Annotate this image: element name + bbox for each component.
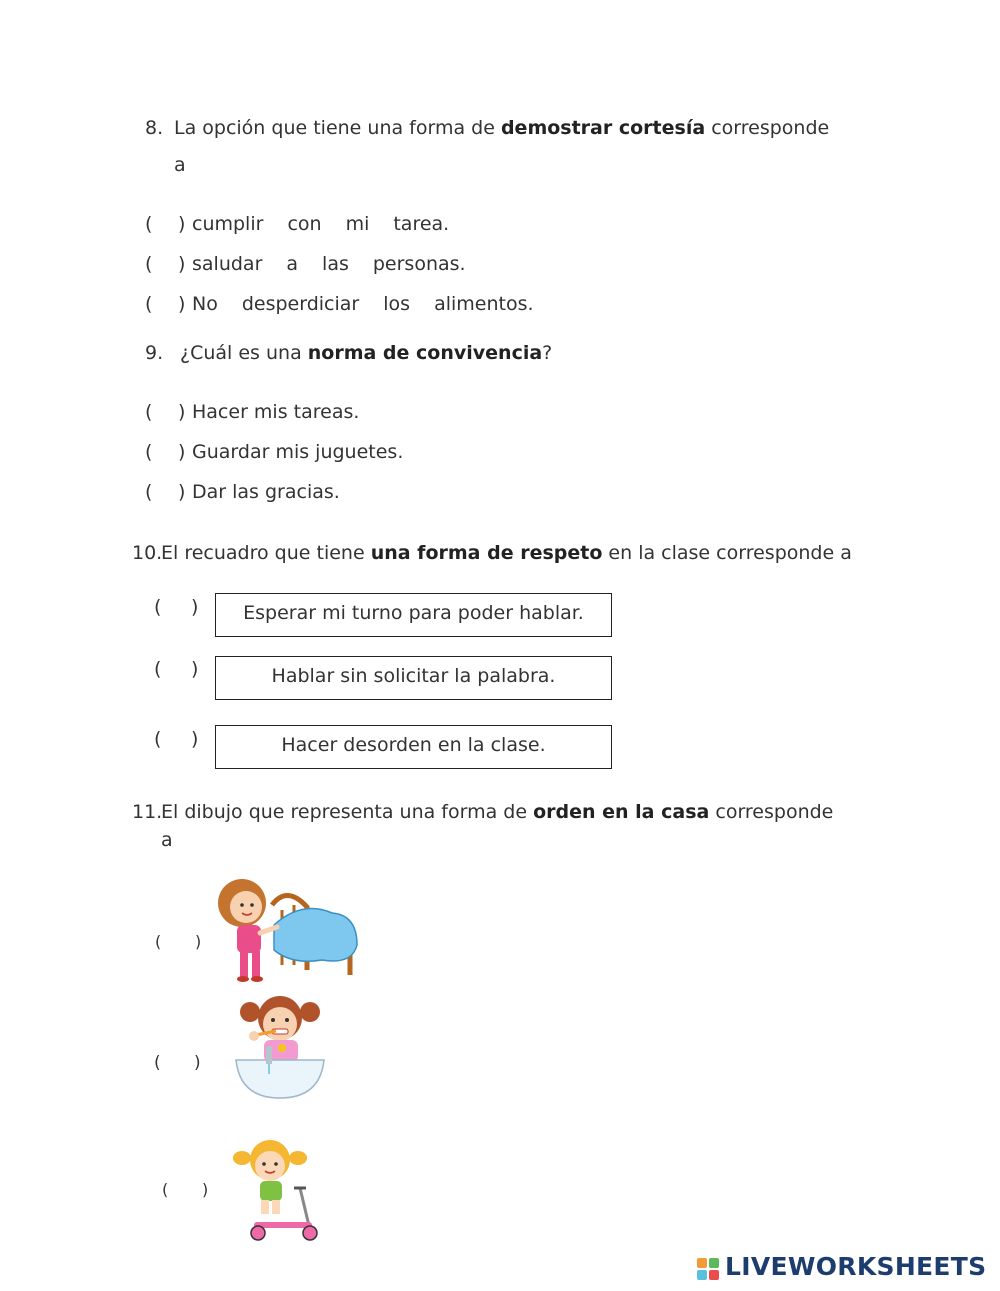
answer-paren-open[interactable]: ( xyxy=(154,728,162,750)
girl-making-bed-illustration xyxy=(212,875,362,985)
girl-on-scooter-illustration xyxy=(232,1138,327,1243)
answer-paren-open[interactable]: ( xyxy=(145,401,153,423)
option-box: Hacer desorden en la clase. xyxy=(215,725,612,769)
answer-paren-close[interactable]: ) xyxy=(178,441,186,463)
question-8-number: 8. xyxy=(145,117,164,139)
question-10-number: 10. xyxy=(132,542,163,564)
answer-paren-close[interactable]: ) xyxy=(191,728,199,750)
liveworksheets-logo-icon xyxy=(697,1258,721,1282)
question-10-text: El recuadro que tiene una forma de respeto en la clase corresponde a xyxy=(161,542,852,564)
answer-paren-open[interactable]: ( xyxy=(145,253,153,275)
question-11-text-line2: a xyxy=(161,829,173,851)
answer-paren-close[interactable]: ) xyxy=(202,1180,209,1199)
answer-paren-close[interactable]: ) xyxy=(178,401,186,423)
answer-paren-close[interactable]: ) xyxy=(178,213,186,235)
question-11-number: 11. xyxy=(132,801,163,823)
answer-paren-open[interactable]: ( xyxy=(145,481,153,503)
answer-paren-open[interactable]: ( xyxy=(154,1053,161,1073)
answer-paren-open[interactable]: ( xyxy=(145,213,153,235)
option-text: Dar las gracias. xyxy=(192,481,340,503)
option-text: No desperdiciar los alimentos. xyxy=(192,293,534,315)
answer-paren-close[interactable]: ) xyxy=(191,658,199,680)
answer-paren-close[interactable]: ) xyxy=(191,596,199,618)
answer-paren-open[interactable]: ( xyxy=(155,932,162,951)
question-8-text-line2: a xyxy=(174,154,186,176)
question-9-number: 9. xyxy=(145,342,164,364)
answer-paren-close[interactable]: ) xyxy=(194,1053,201,1073)
answer-paren-close[interactable]: ) xyxy=(178,293,186,315)
answer-paren-close[interactable]: ) xyxy=(178,481,186,503)
answer-paren-close[interactable]: ) xyxy=(178,253,186,275)
option-box: Hablar sin solicitar la palabra. xyxy=(215,656,612,700)
answer-paren-open[interactable]: ( xyxy=(154,658,162,680)
girl-brushing-teeth-illustration xyxy=(228,990,328,1105)
option-text: Guardar mis juguetes. xyxy=(192,441,404,463)
answer-paren-open[interactable]: ( xyxy=(145,293,153,315)
option-box: Esperar mi turno para poder hablar. xyxy=(215,593,612,637)
question-9-text: ¿Cuál es una norma de convivencia? xyxy=(180,342,553,364)
option-text: saludar a las personas. xyxy=(192,253,466,275)
question-11-text: El dibujo que representa una forma de orden en la casa corresponde xyxy=(161,801,834,823)
answer-paren-open[interactable]: ( xyxy=(162,1180,169,1199)
answer-paren-close[interactable]: ) xyxy=(195,932,202,951)
liveworksheets-logo-text: LIVEWORKSHEETS xyxy=(725,1252,987,1281)
answer-paren-open[interactable]: ( xyxy=(145,441,153,463)
option-text: cumplir con mi tarea. xyxy=(192,213,450,235)
answer-paren-open[interactable]: ( xyxy=(154,596,162,618)
question-8-text: La opción que tiene una forma de demostrar cortesía corresponde xyxy=(174,117,830,139)
option-text: Hacer mis tareas. xyxy=(192,401,360,423)
